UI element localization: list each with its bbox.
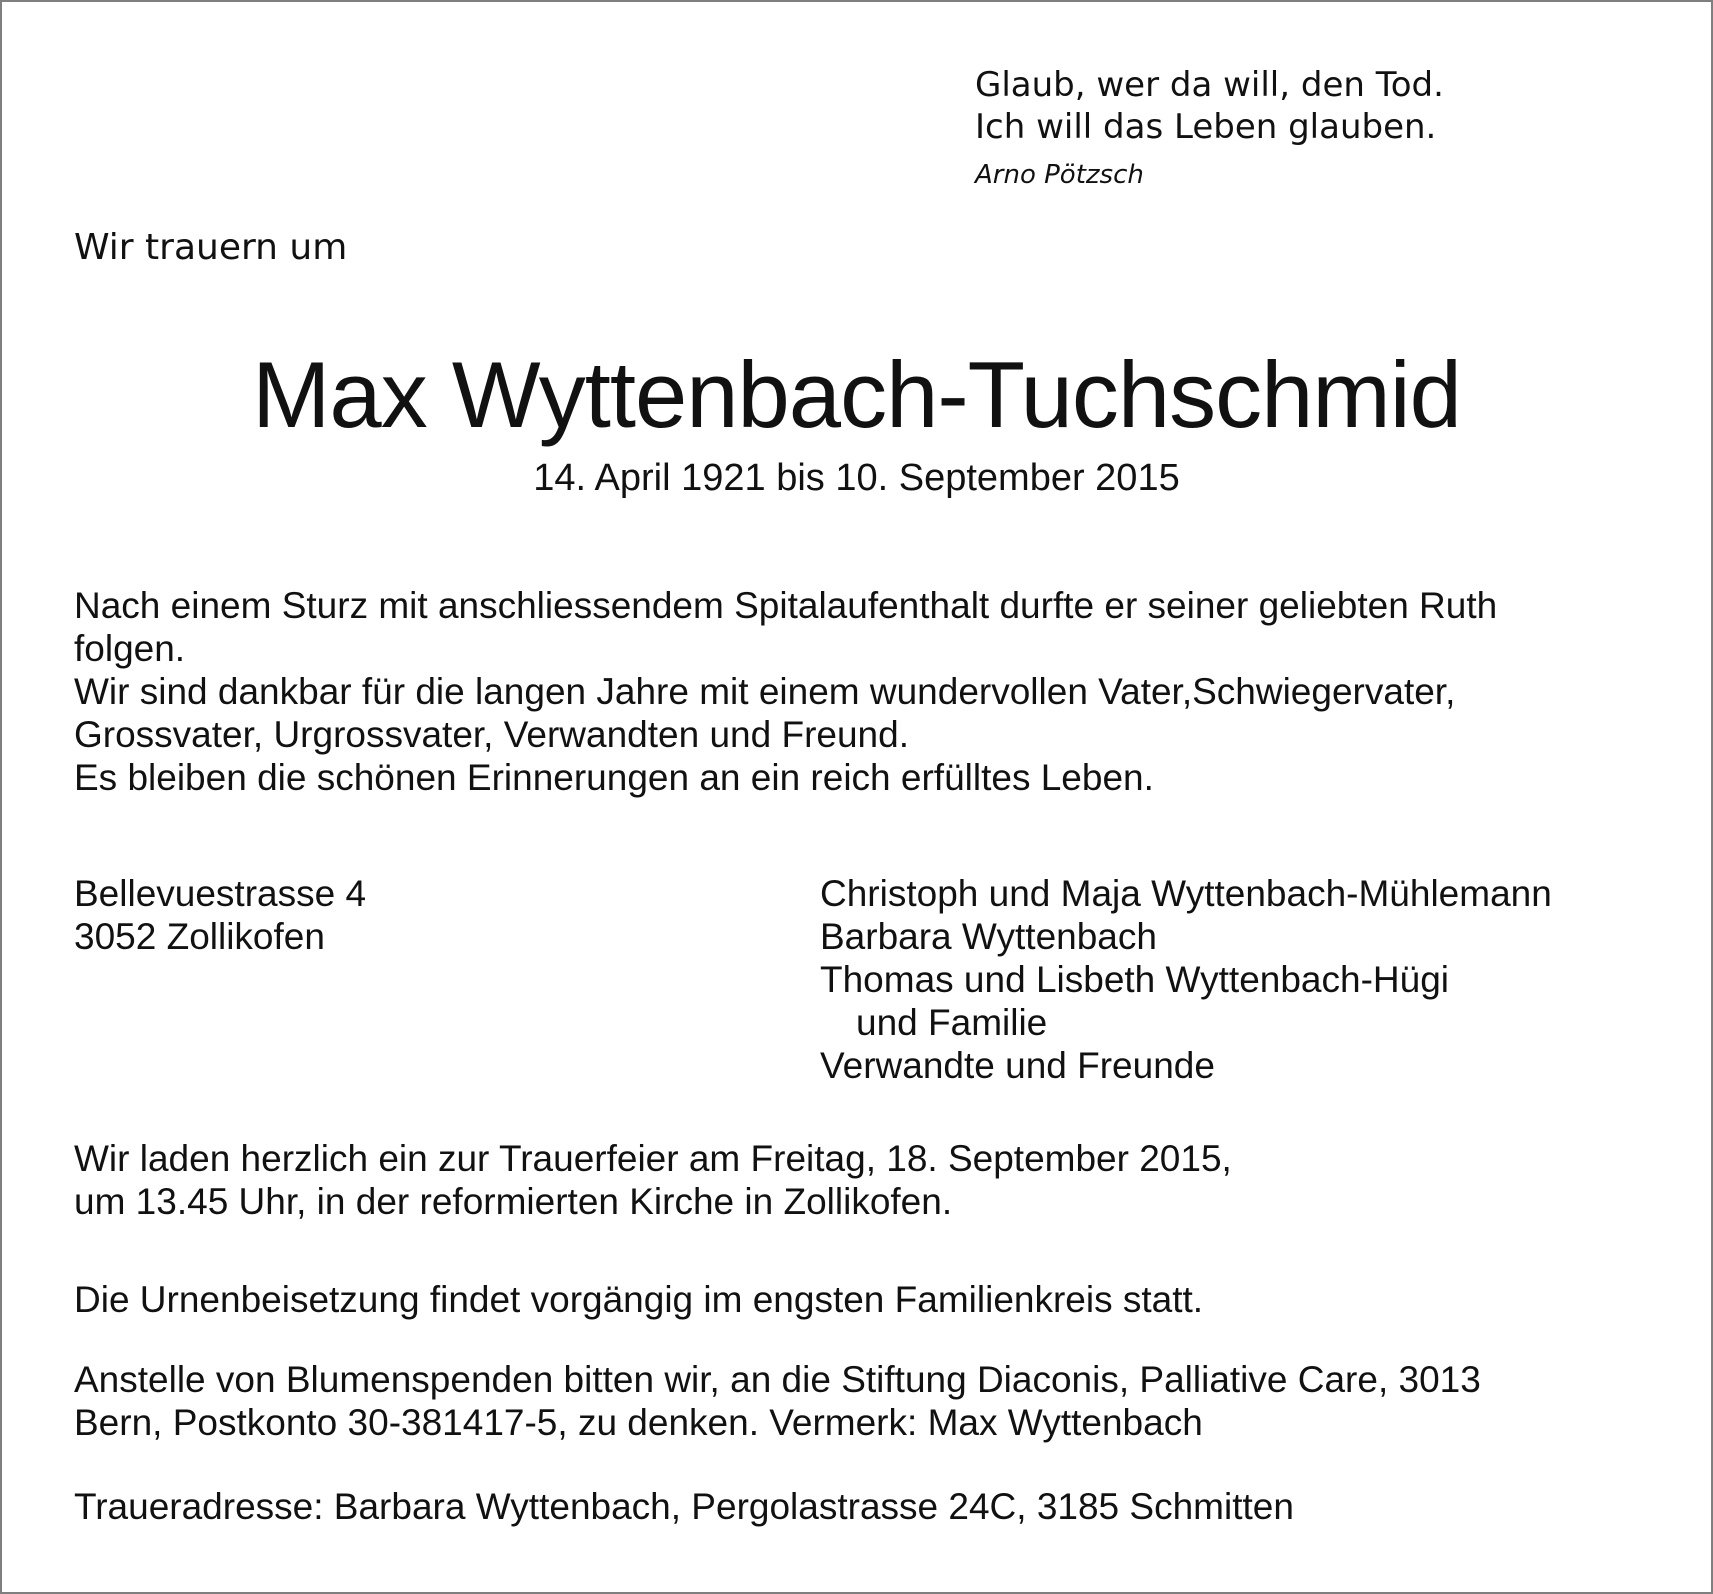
- address-street: Bellevuestrasse 4: [74, 873, 367, 914]
- message-line: Es bleiben die schönen Erinnerungen an ein reich erfülltes Leben.: [74, 757, 1154, 798]
- address-city: 3052 Zollikofen: [74, 916, 325, 957]
- mourning-address: Traueradresse: Barbara Wyttenbach, Pergolastrasse 24C, 3185 Schmitten: [74, 1486, 1294, 1527]
- family-list: [820, 872, 1552, 1087]
- epigraph-quote: [975, 64, 1444, 148]
- family-line: und Familie: [856, 1002, 1048, 1043]
- deceased-name: Max Wyttenbach-Tuchschmid: [252, 342, 1461, 447]
- message-line: Wir sind dankbar für die langen Jahre mit einem wundervollen Vater,Schwiegervater,: [74, 671, 1456, 712]
- quote-line: Glaub, wer da will, den Tod.: [975, 65, 1444, 105]
- family-line: Christoph und Maja Wyttenbach-Mühlemann: [820, 873, 1552, 914]
- service-line: Wir laden herzlich ein zur Trauerfeier am Freitag, 18. September 2015,: [74, 1138, 1232, 1179]
- message-paragraph: [74, 584, 1497, 799]
- message-line: Grossvater, Urgrossvater, Verwandten und Freund.: [74, 714, 909, 755]
- quote-line: Ich will das Leben glauben.: [975, 107, 1437, 147]
- donation-notice: [74, 1358, 1481, 1444]
- service-invitation: [74, 1137, 1232, 1223]
- urn-notice: Die Urnenbeisetzung findet vorgängig im engsten Familienkreis statt.: [74, 1279, 1204, 1320]
- family-line: Thomas und Lisbeth Wyttenbach-Hügi: [820, 959, 1449, 1000]
- intro-text: Wir trauern um: [74, 227, 348, 268]
- family-address: [74, 872, 366, 958]
- donation-line: Anstelle von Blumenspenden bitten wir, an die Stiftung Diaconis, Palliative Care, 3013: [74, 1359, 1481, 1400]
- family-line: Verwandte und Freunde: [820, 1045, 1215, 1086]
- message-line: folgen.: [74, 628, 186, 669]
- family-line: Barbara Wyttenbach: [820, 916, 1157, 957]
- message-line: Nach einem Sturz mit anschliessendem Spitalaufenthalt durfte er seiner geliebten Ruth: [74, 585, 1498, 626]
- life-dates: 14. April 1921 bis 10. September 2015: [533, 457, 1180, 499]
- quote-author: Arno Pötzsch: [975, 160, 1144, 190]
- service-line: um 13.45 Uhr, in der reformierten Kirche in Zollikofen.: [74, 1181, 953, 1222]
- donation-line: Bern, Postkonto 30-381417-5, zu denken. Vermerk: Max Wyttenbach: [74, 1402, 1203, 1443]
